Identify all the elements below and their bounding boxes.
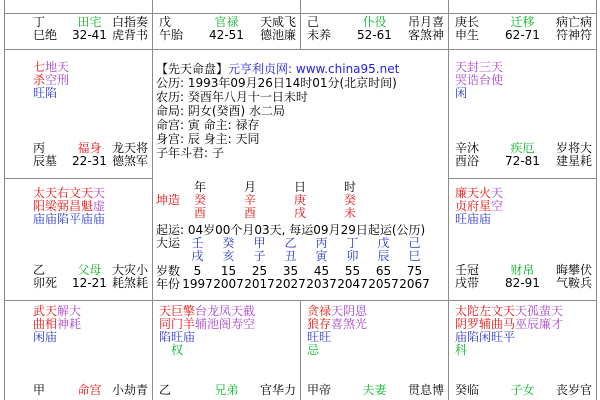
palace-label [153,384,296,397]
chart-title-line [153,62,447,76]
pillars-branch-spacer [156,207,194,220]
palace-cell-zi [301,300,448,400]
palace-name: 夫妻 [362,383,387,397]
palace-stem: 戊 [159,15,172,29]
palace-cell-chen [5,49,152,178]
star-line: 哭诰台使 [455,73,504,87]
star-line: 太天右文天天 [33,186,106,200]
palace-cell-mao [5,178,152,300]
dayun-label: 大运 [156,236,181,250]
palace-stem: 乙 [159,383,172,397]
star-line: 武天解大 [33,304,82,318]
flow-stars: 贯息博 [407,383,444,397]
palace-cell-yin [5,300,152,400]
palace-name: 田宅 [77,15,102,29]
star-block [449,61,592,100]
star-brightness-line: 陷旺庙 [159,330,196,344]
age-range: 52-61 [357,28,392,42]
palace-cell-wei [301,13,448,49]
star-brightness-line: 旺庙庙 [455,212,492,226]
flow-stars: 官华力 [259,383,296,397]
age-label: 岁数 [156,264,181,278]
pillar-branches: 酉 酉 戌 未 [194,206,357,220]
palace-name: 福身 [77,141,102,155]
palace-name: 迁移 [510,15,535,29]
palace-name: 仆役 [362,15,387,29]
star-line: 七地天 [33,60,70,74]
year-label: 年份 [156,277,181,291]
palace-label [449,142,592,168]
palace-name: 兄弟 [214,383,239,397]
dayun-year-row [153,278,447,291]
palace-name: 子女 [510,383,535,397]
star-block [5,187,148,226]
palace-stem: 庚长 [455,15,480,29]
flow-stars: 岁将大 [555,141,592,155]
palace-stem: 辛沐 [455,141,480,155]
palace-cell-shen [449,13,596,49]
palace-stem: 甲帝 [307,383,332,397]
palace-label [301,384,444,397]
palace-stem: 壬冠 [455,263,480,277]
palace-cell-xu [449,178,596,300]
flow-stars: 晦攀伏 [555,263,592,277]
info-ming-gong: 命宫: 寅 命主: 禄存 [156,118,260,132]
flow-stars: 丧岁官 [555,383,592,397]
flow-stars: 德池廉 [259,28,296,42]
star-line: 杀空刑 [33,73,70,87]
chart-title: 【先天命盘】 [156,62,229,76]
flow-stars: 小劫青 [111,383,148,397]
info-lunar-date: 农历: 癸酉年八月十一日未时 [156,90,308,104]
age-range: 32-41 [72,28,107,42]
star-brightness-line: 旺旺 [307,330,332,344]
palace-name: 官禄 [214,15,239,29]
palace-cell-you [449,49,596,178]
info-dou-jun: 子年斗君: 子 [156,146,224,160]
flow-stars: 病亡病 [555,15,592,29]
star-brightness-line: 旺陷 [33,86,58,100]
flow-stars: 大灾小 [111,263,148,277]
age-range: 82-91 [505,276,540,290]
dayun-branch-spacer [156,250,182,263]
flow-stars: 客煞神 [407,28,444,42]
palace-branch-state: 未养 [307,28,332,42]
age-range: 72-81 [505,154,540,168]
palace-label [5,16,148,42]
flow-stars: 建星耗 [555,154,592,168]
star-block [449,187,592,226]
palace-branch-state: 辰墓 [33,154,58,168]
flow-stars: 龙天将 [111,141,148,155]
info-shen-gong: 身宫: 辰 身主: 天同 [156,132,260,146]
star-block [449,305,592,357]
palace-stem: 丙 [33,141,46,155]
age-range: 42-51 [209,28,244,42]
qiyun-line: 起运: 04岁00个月03天, 每运09月29日起运(公历) [156,223,426,237]
star-line: 狼存喜煞光 [307,317,368,331]
dayun-stems: 壬 癸 甲 乙 丙 丁 戊 己 [191,236,421,250]
kun-zao-label: 坤造 [156,193,181,207]
palace-cell-wu [153,13,300,49]
palace-label [5,384,148,397]
palace-name: 父母 [77,263,102,277]
palace-branch-state: 戌带 [455,276,480,290]
palace-branch-state: 卯死 [33,276,58,290]
palace-stem: 己 [307,15,320,29]
flow-stars: 符神符 [555,28,592,42]
dayun-years: 19972007201720272037204720572067 [182,277,430,291]
flow-stars: 德煞军 [111,154,148,168]
palace-label [449,264,592,290]
star-line: 阴罗辅曲马巫辰廉才 [455,317,564,331]
palace-name: 疾厄 [510,141,535,155]
age-range: 22-31 [72,154,107,168]
palace-label [449,384,592,397]
flow-stars: 天咸飞 [259,15,296,29]
star-brightness-line: 闲 [455,86,468,100]
palace-name: 命宫 [77,383,102,397]
info-gregorian-date: 公历: 1993年09月26日14时01分(北京时间) [156,76,397,90]
star-block [5,305,148,344]
flow-stars: 吊月喜 [407,15,444,29]
palace-label [5,142,148,168]
palace-cell-si [5,13,152,49]
palace-name: 财帛 [510,263,535,277]
palace-branch-state: 酉浴 [455,154,480,168]
star-line: 阳梁弼昌魁虚 [33,199,106,213]
star-line: 贞府星空 [455,199,504,213]
dayun-branch-row [153,250,447,263]
flow-stars: 耗煞耗 [111,276,148,290]
flow-stars: 虎背书 [111,28,148,42]
palace-label [153,16,296,42]
palace-cell-chou [153,300,300,400]
star-line: 曲相神耗 [33,317,82,331]
star-line: 天巨擎台龙凤天截 [159,304,256,318]
age-range: 12-21 [72,276,107,290]
palace-branch-state: 巳绝 [33,28,58,42]
star-transform-ji: 忌 [307,343,320,357]
palace-label [449,16,592,42]
palace-stem: 甲 [33,383,46,397]
palace-branch-state: 申生 [455,28,480,42]
info-ming-ju: 命局: 阴女(癸酉) 水二局 [156,104,286,118]
star-block [301,305,444,357]
star-brightness-line: 庙陷闲旺平 [455,330,516,344]
star-line: 廉天火天 [455,186,504,200]
palace-label [301,16,444,42]
star-line: 太陀左文天天孤蜚天 [455,304,564,318]
pillars-headers: 年 月 日 时 [194,180,357,194]
flow-stars: 气鞍兵 [555,276,592,290]
grid-vline-right [596,0,597,400]
pillar-stems: 癸 辛 庚 癸 [194,193,357,207]
palace-stem: 乙 [33,263,46,277]
palace-cell-hai [449,300,596,400]
palace-stem: 癸临 [455,383,480,397]
age-range: 62-71 [505,28,540,42]
palace-label [5,264,148,290]
star-block [153,305,296,357]
center-panel [153,50,447,299]
flow-stars: 白指奏 [111,15,148,29]
dayun-ages: 5 15 25 35 45 55 65 75 [193,264,423,278]
palace-branch-state: 午胎 [159,28,184,42]
star-brightness-line: 庙庙陷平庙庙 [33,212,106,226]
star-line: 同门羊辅池阁寿空 [159,317,256,331]
dayun-branches: 戌 亥 子 丑 寅 卯 辰 巳 [191,249,421,263]
star-block [5,61,148,100]
star-brightness-line: 闲庙 [33,330,58,344]
palace-stem: 丁 [33,15,46,29]
star-transform-ke: 科 [455,343,468,357]
star-line: 贪禄天阴恩 [307,304,368,318]
star-line: 天封三天 [455,60,504,74]
star-transform-quan: 权 [159,343,184,357]
site-link[interactable]: 元亨利贞网: www.china95.net [228,62,400,76]
pillars-branch-row [153,207,447,220]
